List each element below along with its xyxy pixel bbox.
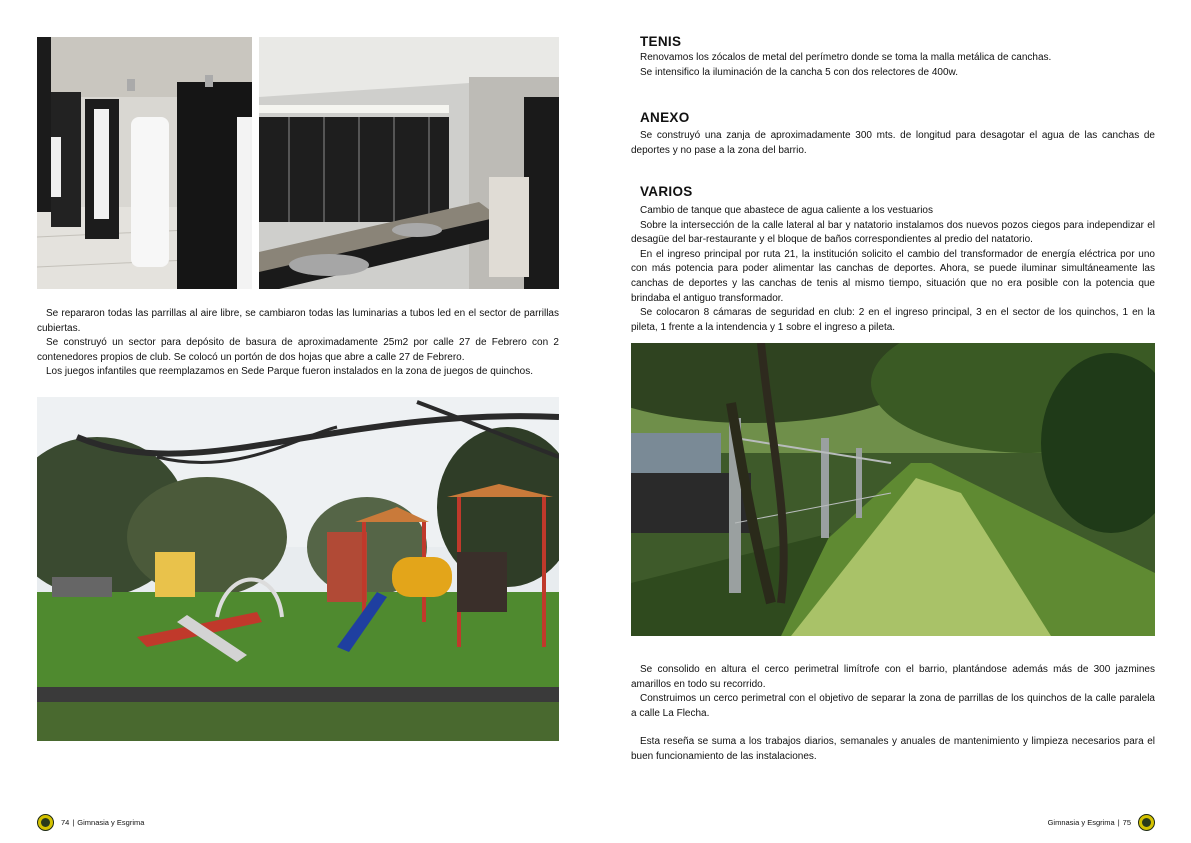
cerco-text-block [631, 663, 1155, 721]
section-title-anexo: ANEXO [640, 110, 690, 125]
footer-separator: | [1117, 817, 1120, 827]
photo-urinals [37, 37, 252, 289]
cerco-paragraph-1: Se consolido en altura el cerco perimetral limítrofe con el barrio, plantándose además más de 300 jazmines amarillos en todo su recorrido. [631, 664, 1155, 690]
left-text-block [37, 307, 559, 380]
photo-perimeter-fence [631, 343, 1155, 636]
club-emblem-icon [1138, 814, 1155, 831]
varios-paragraph-3: En el ingreso principal por ruta 21, la institución solicito el cambio del transformador de energía eléctrica por uno con más potencia para poder alimentar las canchas de deportes. Ahora, se puede iluminar simultáneamente las canchas de deportes y las canchas de tenis al mismo tiempo, situación que no era posible con la potencia que brindaba el antiguo transformador. [631, 248, 1155, 304]
tenis-paragraph-1: Renovamos los zócalos de metal del perímetro donde se toma la malla metálica de canchas. [640, 52, 1052, 63]
photo-sinks [259, 37, 559, 289]
cerco-paragraph-2: Construimos un cerco perimetral con el objetivo de separar la zona de parrillas de los quinchos de la calle paralela a calle La Flecha. [631, 693, 1155, 719]
tenis-text-block [631, 51, 1155, 80]
varios-text-block [631, 204, 1155, 335]
publication-name: Gimnasia y Esgrima [1047, 817, 1115, 827]
right-page [596, 0, 1191, 843]
varios-paragraph-1: Cambio de tanque que abastece de agua caliente a los vestuarios [640, 205, 933, 216]
right-footer [1048, 813, 1155, 831]
left-paragraph-1: Se repararon todas las parrillas al aire libre, se cambiaron todas las luminarias a tubos led en el sector de parrillas cubiertas. [37, 308, 559, 334]
left-paragraph-2: Se construyó un sector para depósito de basura de aproximadamente 25m2 por calle 27 de Febrero con 2 contenedores propios de club. Se colocó un portón de dos hojas que abre a calle 27 de Febrero. [37, 337, 559, 363]
photo-playground [37, 397, 559, 741]
page-number: 74 [61, 817, 70, 827]
anexo-paragraph-1: Se construyó una zanja de aproximadamente 300 mts. de longitud para desagotar el agua de las canchas de deportes y no pase a la zona del barrio. [631, 130, 1155, 156]
anexo-text-block [631, 129, 1155, 158]
left-page [0, 0, 595, 843]
varios-paragraph-4: Se colocaron 8 cámaras de seguridad en club: 2 en el ingreso principal, 3 en el sector de los quinchos, 1 en la pileta, 1 frente a la intendencia y 1 sobre el ingreso a pileta. [631, 307, 1155, 333]
section-title-tenis: TENIS [640, 34, 682, 49]
left-paragraph-3: Los juegos infantiles que reemplazamos en Sede Parque fueron instalados en la zona de juegos de quinchos. [46, 366, 533, 378]
section-title-varios: VARIOS [640, 184, 693, 199]
publication-name: Gimnasia y Esgrima [77, 817, 145, 827]
footer-separator: | [72, 817, 75, 827]
club-emblem-icon [37, 814, 54, 831]
closing-text-block [631, 735, 1155, 764]
left-footer [37, 813, 144, 831]
tenis-paragraph-2: Se intensifico la iluminación de la cancha 5 con dos relectores de 400w. [640, 66, 958, 78]
closing-paragraph: Esta reseña se suma a los trabajos diarios, semanales y anuales de mantenimiento y limpieza necesarios para el buen funcionamiento de las instalaciones. [631, 736, 1155, 762]
varios-paragraph-2: Sobre la intersección de la calle lateral al bar y natatorio instalamos dos nuevos pozos ciegos para independizar el desagüe del bar-restaurante y el bloque de baños correspondientes al predio del natatorio. [631, 219, 1155, 246]
page-number: 75 [1122, 817, 1131, 827]
